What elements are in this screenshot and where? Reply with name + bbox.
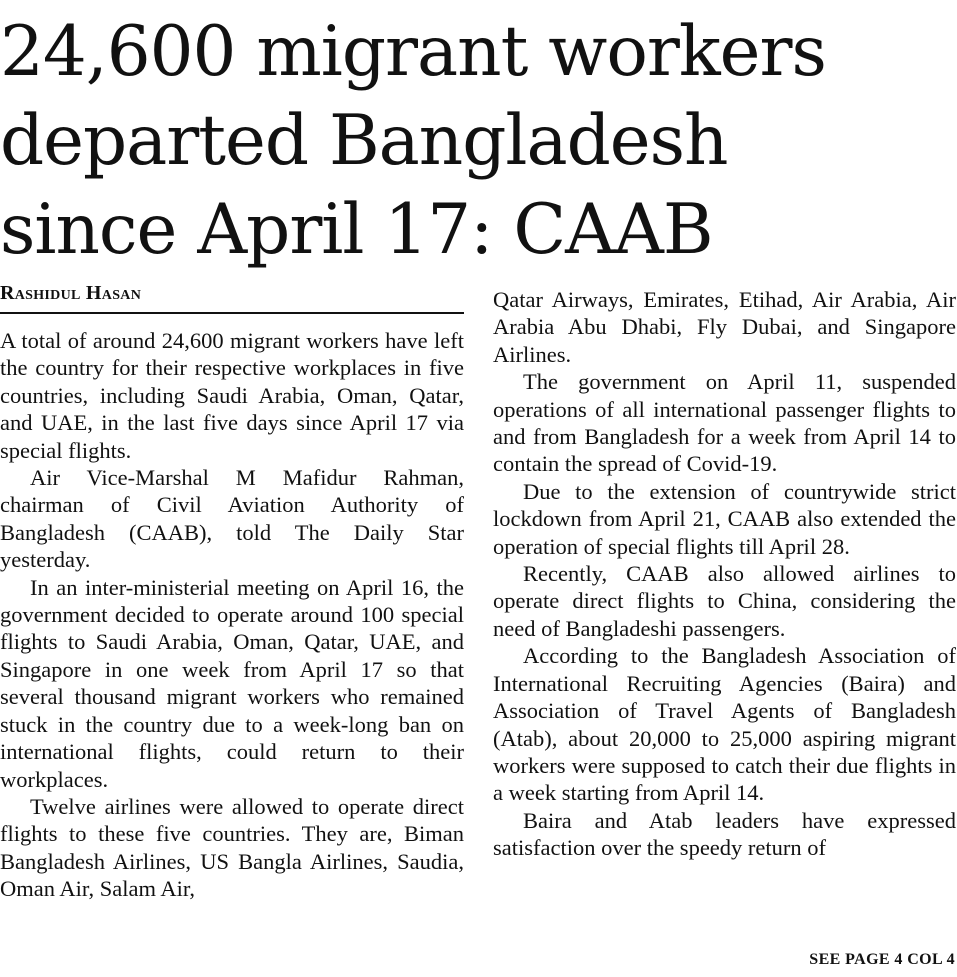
paragraph: Air Vice-Marshal M Mafidur Rahman, chairman of Civil Aviation Authority of Bangladesh (CAAB), told The Daily Star yesterday.	[0, 465, 464, 573]
right-column	[493, 286, 956, 862]
headline	[0, 8, 957, 275]
paragraph: Recently, CAAB also allowed airlines to operate direct flights to China, considering the need of Bangladeshi passengers.	[493, 561, 956, 641]
continued-on-page-note: SEE PAGE 4 COL 4	[809, 951, 955, 968]
byline: Rashidul Hasan	[0, 282, 142, 304]
headline-line: since April 17: CAAB	[0, 190, 713, 270]
paragraph: According to the Bangladesh Association of International Recruiting Agencies (Baira) and Association of Travel Agents of Bangladesh (Atab), about 20,000 to 25,000 aspiring migrant workers were supposed to catch their due flights in a week starting from April 14.	[493, 643, 956, 806]
paragraph: In an inter-ministerial meeting on April 16, the government decided to operate around 100 special flights to Saudi Arabia, Oman, Qatar, UAE, and Singapore in one week from April 17 so that several thousand migrant workers who remained stuck in the country due to a week-long ban on international flights, could return to their workplaces.	[0, 574, 464, 792]
paragraph: A total of around 24,600 migrant workers have left the country for their respective workplaces in five countries, including Saudi Arabia, Oman, Qatar, and UAE, in the last five days since April 17 via special flights.	[0, 328, 464, 463]
paragraph: Due to the extension of countrywide strict lockdown from April 21, CAAB also extended the operation of special flights till April 28.	[493, 478, 956, 559]
left-column	[0, 327, 464, 903]
paragraph: Baira and Atab leaders have expressed satisfaction over the speedy return of	[493, 807, 956, 861]
paragraph: Twelve airlines were allowed to operate direct flights to these five countries. They are, Biman Bangladesh Airlines, US Bangla Airlines, Saudia, Oman Air, Salam Air,	[0, 793, 464, 902]
byline-divider	[0, 312, 464, 314]
headline-line: 24,600 migrant workers	[0, 12, 826, 92]
paragraph: The government on April 11, suspended operations of all international passenger flights to and from Bangladesh for a week from April 14 to contain the spread of Covid-19.	[493, 369, 956, 477]
paragraph: Qatar Airways, Emirates, Etihad, Air Arabia, Air Arabia Abu Dhabi, Fly Dubai, and Singapore Airlines.	[493, 287, 956, 367]
headline-line: departed Bangladesh	[0, 101, 728, 181]
